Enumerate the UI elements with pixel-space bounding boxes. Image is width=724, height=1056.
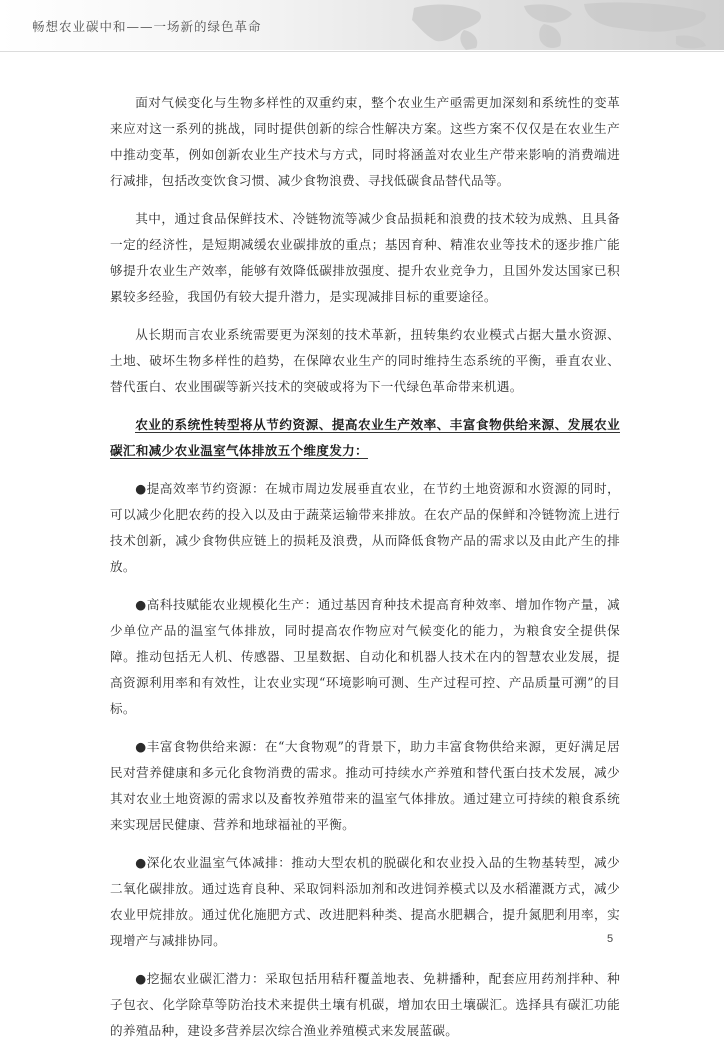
bullet-item: ●挖掘农业碳汇潜力：采取包括用秸秆覆盖地表、免耕播种，配套应用药剂拌种、种子包衣、化学除草等防治技术来提供土壤有机碳，增加农田土壤碳汇。选择具有碳汇功能的养殖品种，建设多营养层次综合渔业养殖模式来发展蓝碳。 <box>110 971 620 1038</box>
body-paragraph: 从长期而言农业系统需要更为深刻的技术革新，扭转集约农业模式占据大量水资源、土地、破坏生物多样性的趋势，在保障农业生产的同时维持生态系统的平衡，垂直农业、替代蛋白、农业围碳等新兴技术的突破或将为下一代绿色革命带来机遇。 <box>110 327 620 394</box>
header-divider <box>0 51 724 52</box>
header-title: 畅想农业碳中和——一场新的绿色革命 <box>32 19 262 34</box>
bullet-item: ●提高效率节约资源：在城市周边发展垂直农业，在节约土地资源和水资源的同时，可以减少化肥农药的投入以及由于蔬菜运输带来排放。在农产品的保鲜和冷链物流上进行技术创新，减少食物供应链上的损耗及浪费，从而降低食物产品的需求以及由此产生的排放。 <box>110 481 620 574</box>
document-body <box>110 90 620 1056</box>
world-map-decoration <box>394 0 724 50</box>
body-paragraph: 其中，通过食品保鲜技术、冷链物流等减少食品损耗和浪费的技术较为成熟、且具备一定的经济性，是短期减缓农业碳排放的重点；基因育种、精准农业等技术的逐步推广能够提升农业生产效率，能够有效降低碳排放强度、提升农业竞争力，且国外发达国家已积累较多经验，我国仍有较大提升潜力，是实现减排目标的重要途径。 <box>110 211 620 304</box>
emphasis-paragraph <box>110 412 620 464</box>
bullet-item: ●深化农业温室气体减排：推动大型农机的脱碳化和农业投入品的生物基转型，减少二氧化碳排放。通过选育良种、采取饲料添加剂和改进饲养模式以及水稻灌溉方式，减少农业甲烷排放。通过优化施肥方式、改进肥料种类、提高水肥耦合，提升氮肥利用率，实现增产与减排协同。 <box>110 855 620 948</box>
page-number: 5 <box>607 933 614 945</box>
bullet-item: ●丰富食物供给来源：在“大食物观”的背景下，助力丰富食物供给来源，更好满足居民对营养健康和多元化食物消费的需求。推动可持续水产养殖和替代蛋白技术发展，减少其对农业土地资源的需求以及畜牧养殖带来的温室气体排放。通过建立可持续的粮食系统来实现居民健康、营养和地球福祉的平衡。 <box>110 739 620 832</box>
page-header <box>0 0 724 50</box>
emphasis-text: 农业的系统性转型将从节约资源、提高农业生产效率、丰富食物供给来源、发展农业碳汇和减少农业温室气体排放五个维度发力： <box>110 417 620 458</box>
body-paragraph: 面对气候变化与生物多样性的双重约束，整个农业生产亟需更加深刻和系统性的变革来应对这一系列的挑战，同时提供创新的综合性解决方案。这些方案不仅仅是在农业生产中推动变革，例如创新农业生产技术与方式，同时将涵盖对农业生产带来影响的消费端进行减排，包括改变饮食习惯、减少食物浪费、寻找低碳食品替代品等。 <box>110 95 620 188</box>
bullet-item: ●高科技赋能农业规模化生产：通过基因育种技术提高育种效率、增加作物产量，减少单位产品的温室气体排放，同时提高农作物应对气候变化的能力，为粮食安全提供保障。推动包括无人机、传感器、卫星数据、自动化和机器人技术在内的智慧农业发展，提高资源利用率和有效性，让农业实现“环境影响可测、生产过程可控、产品质量可溯”的目标。 <box>110 597 620 716</box>
